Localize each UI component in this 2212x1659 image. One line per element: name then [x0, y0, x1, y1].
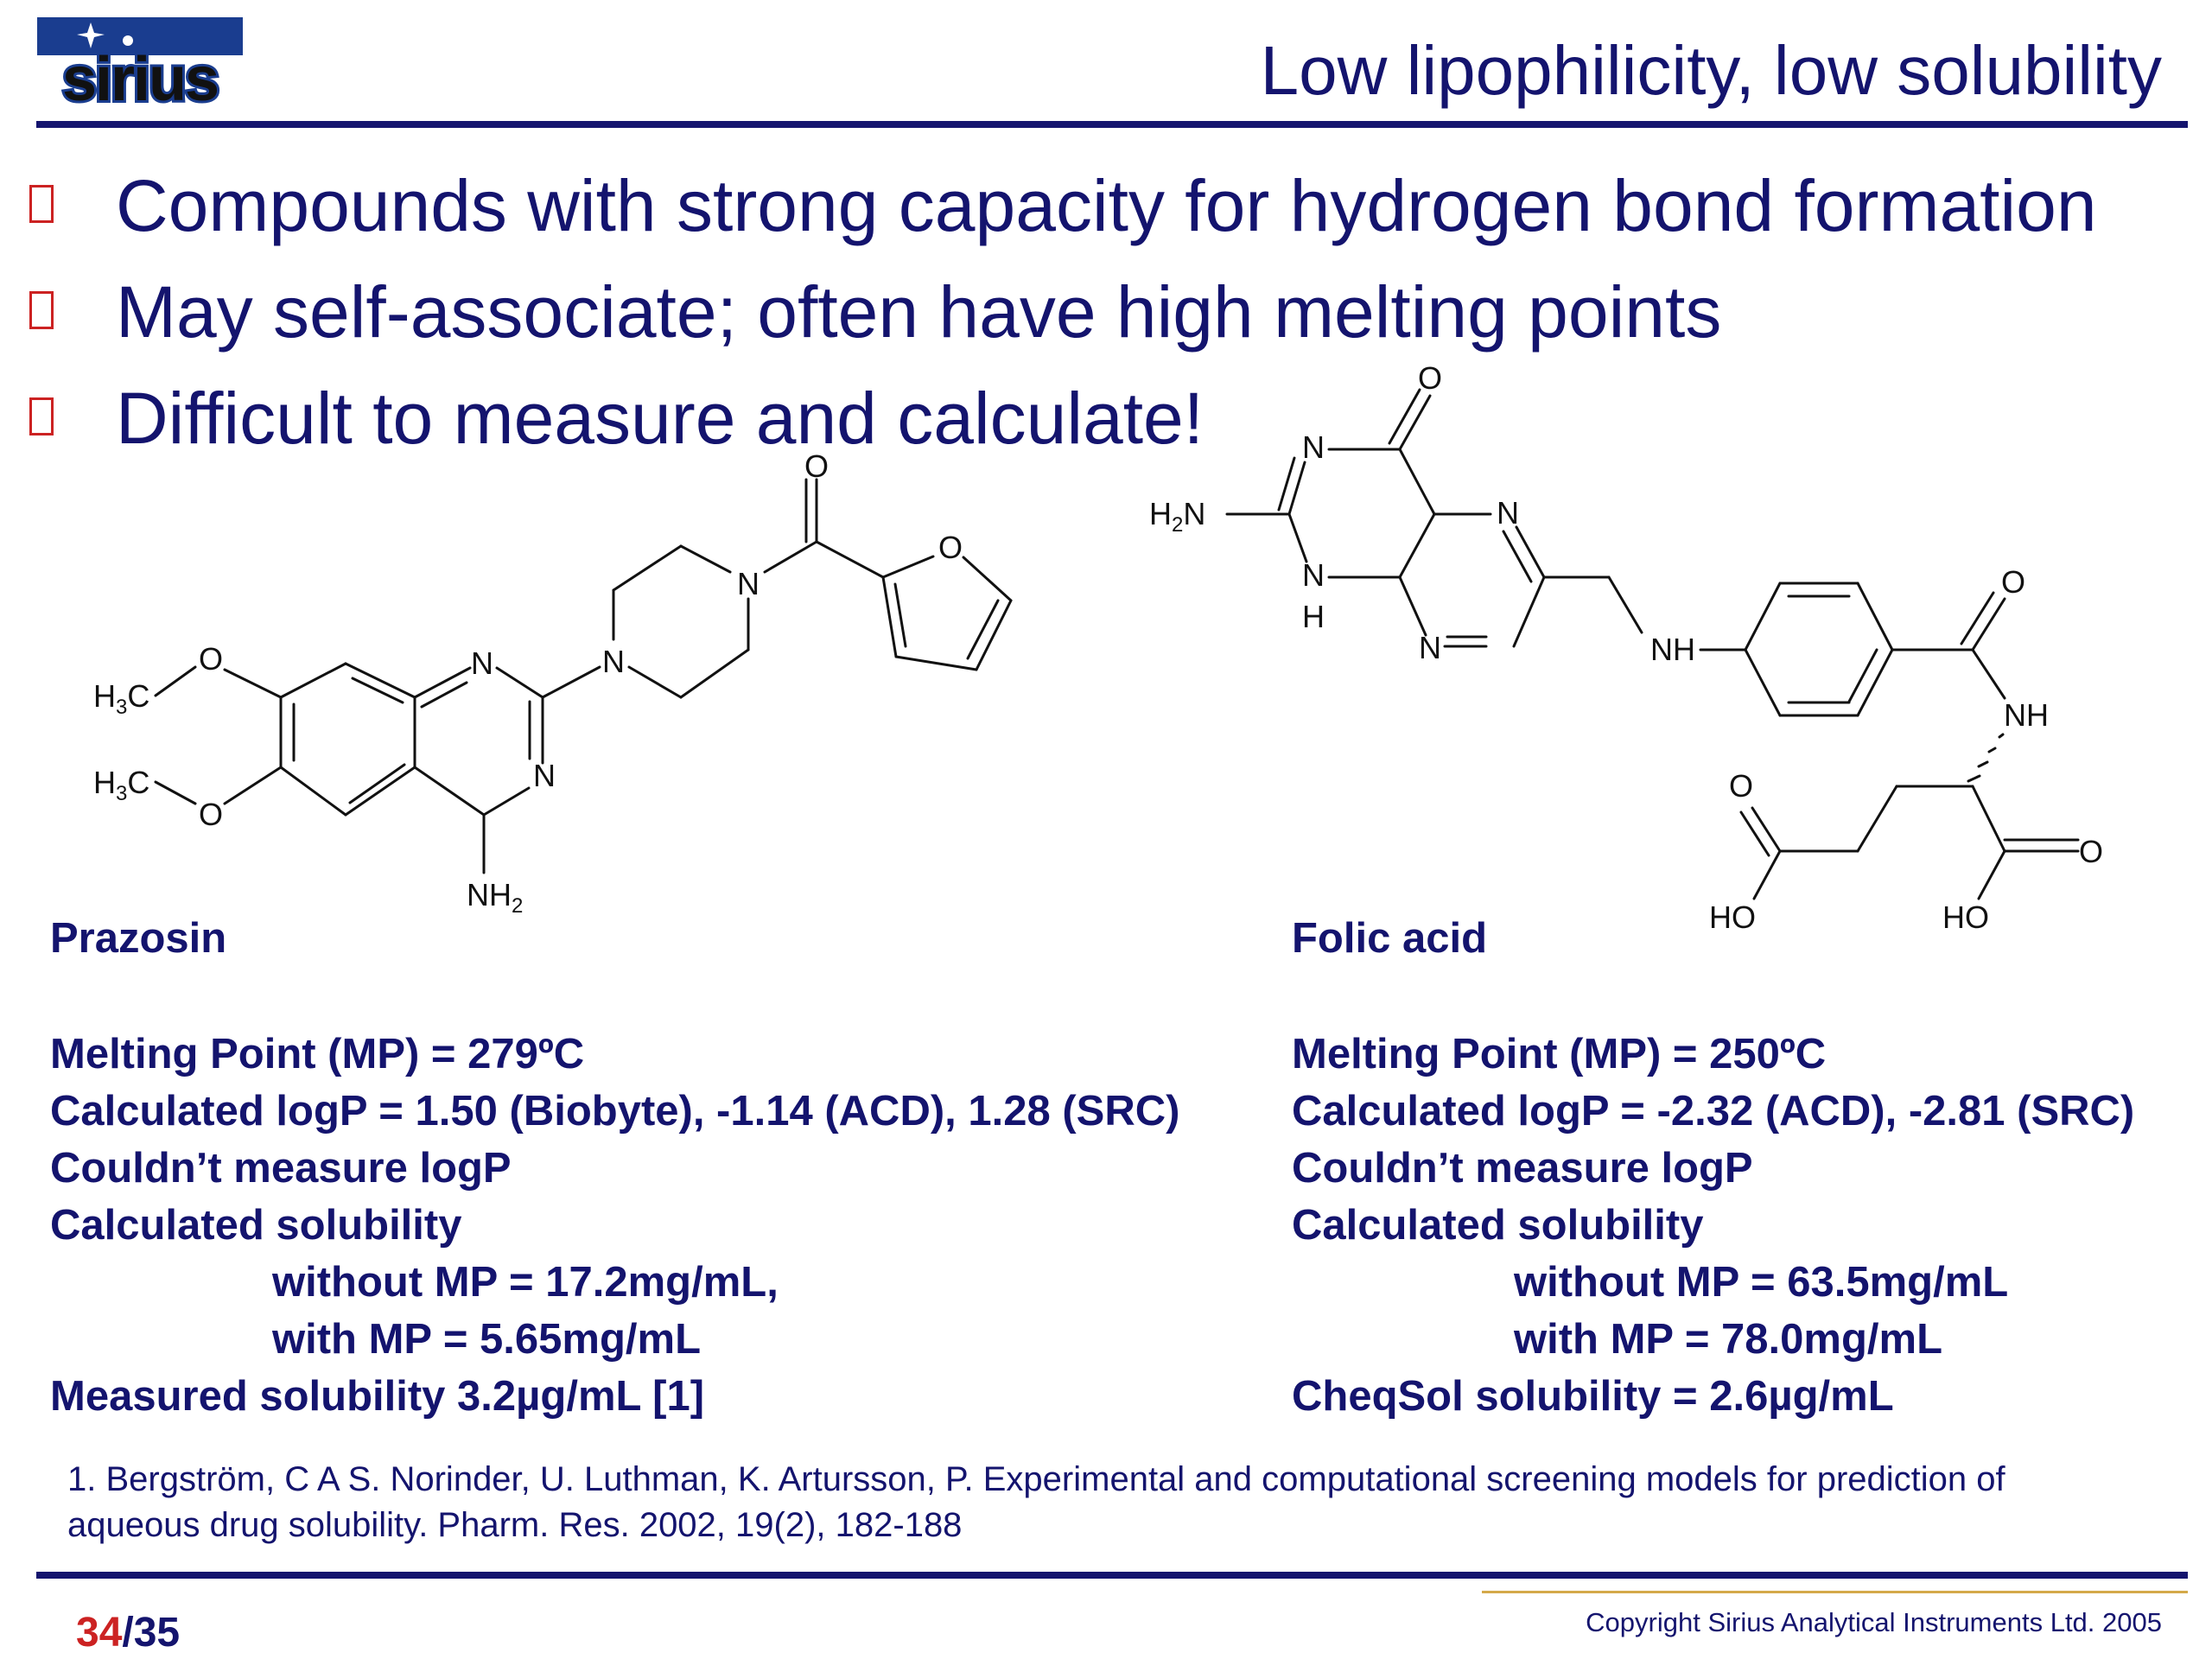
slide-title: Low lipophilicity, low solubility	[1260, 32, 2162, 109]
svg-text:N: N	[471, 645, 493, 681]
bottom-divider	[36, 1572, 2188, 1579]
prazosin-calc-logp: Calculated logP = 1.50 (Biobyte), -1.14 (ACD), 1.28 (SRC)	[50, 1088, 1180, 1135]
folic-acid-measure-logp: Couldn’t measure logP	[1292, 1145, 1753, 1192]
svg-text:H3C: $H_3C$	[93, 678, 150, 719]
svg-text:NH: NH	[2004, 697, 2049, 733]
footnote-line-2: aqueous drug solubility. Pharm. Res. 2002, 19(2), 182-188	[67, 1506, 963, 1544]
svg-text:O: O	[2000, 564, 2026, 600]
svg-text:O: O	[198, 641, 224, 677]
folic-acid-structure	[1123, 346, 2143, 942]
prazosin-measured-solubility: Measured solubility 3.2µg/mL [1]	[50, 1373, 705, 1420]
folic-acid-melting-point: Melting Point (MP) = 250ºC	[1292, 1031, 1827, 1077]
prazosin-without-mp: without MP = 17.2mg/mL,	[272, 1259, 779, 1306]
prazosin-calc-solubility: Calculated solubility	[50, 1202, 462, 1249]
prazosin-name: Prazosin	[50, 915, 227, 962]
svg-text:O: O	[2078, 834, 2104, 869]
svg-text:O: O	[1728, 768, 1754, 804]
svg-text:H: H	[1302, 599, 1325, 634]
prazosin-measure-logp: Couldn’t measure logP	[50, 1145, 512, 1192]
footnote-line-1: 1. Bergström, C A S. Norinder, U. Luthman, K. Artursson, P. Experimental and computational screening models for prediction of	[67, 1460, 2005, 1498]
bullet-text: Compounds with strong capacity for hydrogen bond formation	[116, 165, 2097, 246]
svg-text:NH: NH	[1650, 632, 1695, 667]
svg-text:H3C: $H_3C$	[93, 765, 150, 805]
prazosin-structure	[86, 441, 1037, 925]
svg-text:N: N	[1419, 630, 1441, 665]
square-bullet-icon	[29, 291, 54, 329]
footer-accent-line	[1482, 1591, 2188, 1593]
svg-text:N: N	[533, 758, 556, 793]
prazosin-melting-point: Melting Point (MP) = 279ºC	[50, 1031, 585, 1077]
page-current: 34	[76, 1610, 123, 1656]
bullet-text: Difficult to measure and calculate!	[116, 378, 1205, 459]
svg-text:N: N	[602, 644, 625, 679]
svg-text:H2N: $H_2N$	[1149, 496, 1206, 537]
folic-acid-cheqsol: CheqSol solubility = 2.6µg/mL	[1292, 1373, 1894, 1420]
svg-text:O: O	[938, 530, 963, 565]
sirius-logo	[37, 17, 243, 104]
svg-text:N: N	[1497, 495, 1519, 531]
svg-text:N: N	[1302, 557, 1325, 593]
top-divider	[36, 121, 2188, 128]
svg-text:HO: HO	[1942, 899, 1989, 935]
page-total: /35	[122, 1610, 181, 1656]
copyright: Copyright Sirius Analytical Instruments Ltd. 2005	[1586, 1607, 2162, 1637]
folic-acid-with-mp: with MP = 78.0mg/mL	[1514, 1316, 1943, 1363]
svg-text:sirius: sirius	[61, 45, 219, 104]
prazosin-with-mp: with MP = 5.65mg/mL	[272, 1316, 702, 1363]
svg-text:O: O	[198, 797, 224, 832]
svg-text:HO: HO	[1709, 899, 1756, 935]
svg-text:N: N	[1302, 429, 1325, 465]
svg-text:O: O	[1417, 360, 1443, 396]
folic-acid-calc-logp: Calculated logP = -2.32 (ACD), -2.81 (SRC)	[1292, 1088, 2135, 1135]
page-number	[76, 1609, 180, 1656]
svg-text:O: O	[804, 448, 830, 484]
square-bullet-icon	[29, 397, 54, 435]
bullet-text: May self-associate; often have high melting points	[116, 271, 1722, 353]
svg-text:NH2: $NH_2$	[467, 877, 524, 918]
folic-acid-name: Folic acid	[1292, 915, 1488, 962]
svg-text:N: N	[737, 566, 760, 601]
square-bullet-icon	[29, 185, 54, 223]
folic-acid-calc-solubility: Calculated solubility	[1292, 1202, 1704, 1249]
folic-acid-without-mp: without MP = 63.5mg/mL	[1514, 1259, 2009, 1306]
